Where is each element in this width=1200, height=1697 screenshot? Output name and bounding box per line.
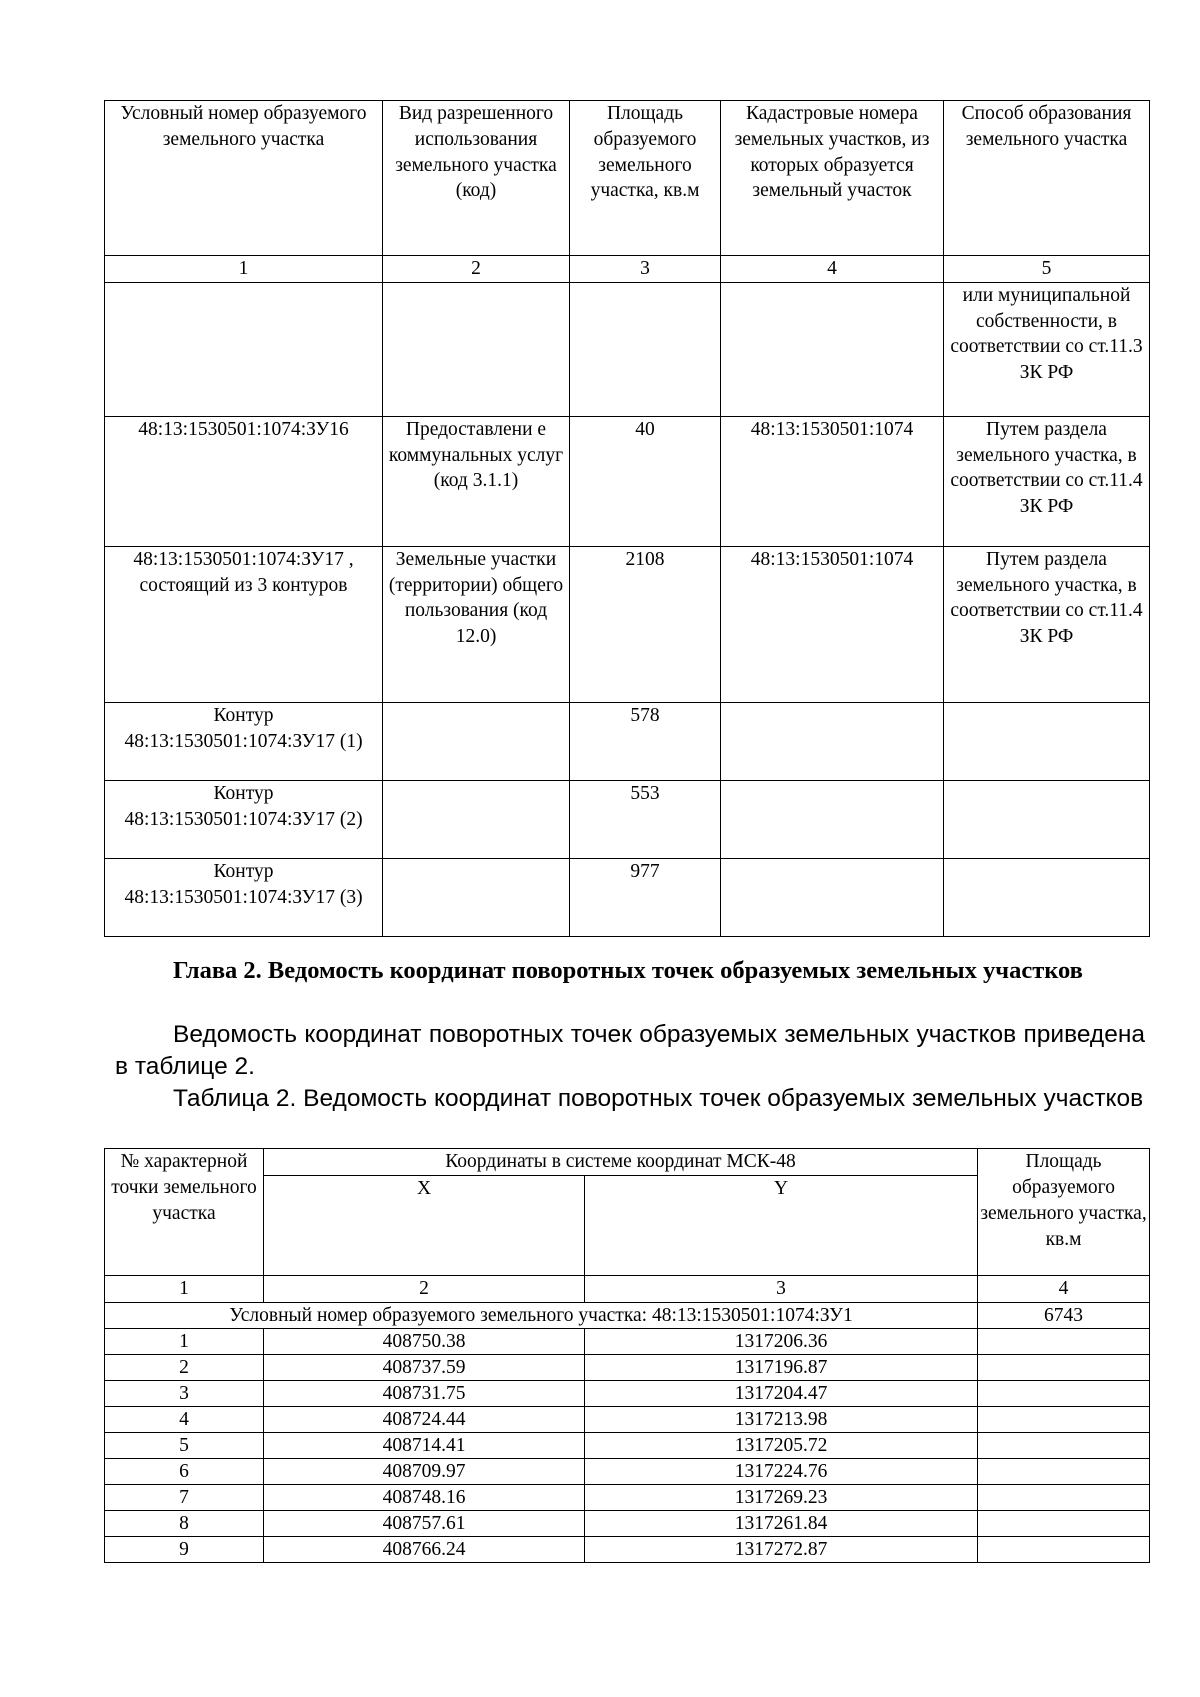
- header-permitted-use: Вид разрешенного использования земельного участка (код): [383, 101, 570, 256]
- cell: 48:13:1530501:1074:ЗУ17 , состоящий из 3 контуров: [105, 546, 383, 702]
- column-number: 1: [105, 256, 383, 283]
- header-parcel-number: Условный номер образуемого земельного участка: [105, 101, 383, 256]
- cell: [721, 282, 944, 416]
- table-row: [105, 1485, 1150, 1511]
- coordinate-y: 1317205.72: [585, 1433, 978, 1459]
- area-cell: [978, 1537, 1150, 1563]
- coordinate-x: 408757.61: [264, 1511, 585, 1537]
- cell: [383, 702, 570, 780]
- cell: [721, 858, 944, 936]
- cell: [721, 702, 944, 780]
- coordinate-x: 408714.41: [264, 1433, 585, 1459]
- table-row: [105, 1537, 1150, 1563]
- cell: [383, 282, 570, 416]
- coordinate-x: 408709.97: [264, 1459, 585, 1485]
- coordinates-header-row: [105, 1149, 1150, 1176]
- body-paragraph: Ведомость координат поворотных точек образуемых земельных участков приведена в таблице 2.: [115, 1021, 1145, 1080]
- cell: [944, 702, 1150, 780]
- header-y: Y: [585, 1176, 978, 1276]
- coordinate-y: 1317204.47: [585, 1381, 978, 1407]
- parcels-table-column-numbers: [105, 256, 1150, 283]
- coordinate-x: 408748.16: [264, 1485, 585, 1511]
- cell: [383, 780, 570, 858]
- coordinate-y: 1317272.87: [585, 1537, 978, 1563]
- area-cell: [978, 1329, 1150, 1355]
- cell: 48:13:1530501:1074: [721, 546, 944, 702]
- coordinate-x: 408731.75: [264, 1381, 585, 1407]
- column-number: 1: [105, 1276, 264, 1303]
- cell: 2108: [570, 546, 721, 702]
- cell: Контур 48:13:1530501:1074:ЗУ17 (2): [105, 780, 383, 858]
- area-cell: [978, 1485, 1150, 1511]
- point-number: 8: [105, 1511, 264, 1537]
- cell: Путем раздела земельного участка, в соответствии со ст.11.4 ЗК РФ: [944, 546, 1150, 702]
- header-x: X: [264, 1176, 585, 1276]
- cell: [105, 282, 383, 416]
- coordinate-y: 1317224.76: [585, 1459, 978, 1485]
- column-number: 4: [721, 256, 944, 283]
- column-number: 3: [570, 256, 721, 283]
- table-row: [105, 1407, 1150, 1433]
- coordinates-table: [104, 1148, 1150, 1563]
- table-row: [105, 1355, 1150, 1381]
- column-number: 3: [585, 1276, 978, 1303]
- coordinate-y: 1317196.87: [585, 1355, 978, 1381]
- cell: 578: [570, 702, 721, 780]
- table-caption: Таблица 2. Ведомость координат поворотных точек образуемых земельных участков: [173, 1085, 1144, 1112]
- parcels-table: [104, 100, 1150, 937]
- cell: [570, 282, 721, 416]
- chapter-heading: Глава 2. Ведомость координат поворотных точек образуемых земельных участков: [173, 957, 1083, 984]
- cell: Предоставлени е коммунальных услуг (код 3.1.1): [383, 416, 570, 546]
- cell: [944, 780, 1150, 858]
- point-number: 5: [105, 1433, 264, 1459]
- header-point-number: № характерной точки земельного участка: [105, 1149, 264, 1276]
- point-number: 3: [105, 1381, 264, 1407]
- area-cell: [978, 1511, 1150, 1537]
- table-row: [105, 702, 1150, 780]
- column-number: 2: [383, 256, 570, 283]
- area-cell: [978, 1459, 1150, 1485]
- area-cell: [978, 1433, 1150, 1459]
- table-row: [105, 282, 1150, 416]
- point-number: 6: [105, 1459, 264, 1485]
- cell: [721, 780, 944, 858]
- header-coordinate-system: Координаты в системе координат МСК-48: [264, 1149, 978, 1176]
- cell: [944, 858, 1150, 936]
- cell: [383, 858, 570, 936]
- cell: Контур 48:13:1530501:1074:ЗУ17 (3): [105, 858, 383, 936]
- cell: 40: [570, 416, 721, 546]
- coordinate-y: 1317261.84: [585, 1511, 978, 1537]
- area-cell: [978, 1381, 1150, 1407]
- parcel-label-row: [105, 1303, 1150, 1329]
- coordinate-x: 408737.59: [264, 1355, 585, 1381]
- parcel-area: 6743: [978, 1303, 1150, 1329]
- parcel-label: Условный номер образуемого земельного участка: 48:13:1530501:1074:ЗУ1: [105, 1303, 978, 1329]
- column-number: 4: [978, 1276, 1150, 1303]
- table-row: [105, 1433, 1150, 1459]
- table-row: [105, 780, 1150, 858]
- table-row: [105, 858, 1150, 936]
- point-number: 9: [105, 1537, 264, 1563]
- table-row: [105, 546, 1150, 702]
- table-row: [105, 416, 1150, 546]
- coordinates-column-numbers: [105, 1276, 1150, 1303]
- coordinate-y: 1317206.36: [585, 1329, 978, 1355]
- table-row: [105, 1511, 1150, 1537]
- area-cell: [978, 1355, 1150, 1381]
- point-number: 2: [105, 1355, 264, 1381]
- cell: 48:13:1530501:1074:ЗУ16: [105, 416, 383, 546]
- point-number: 1: [105, 1329, 264, 1355]
- point-number: 4: [105, 1407, 264, 1433]
- table-row: [105, 1329, 1150, 1355]
- coordinate-y: 1317213.98: [585, 1407, 978, 1433]
- header-parcel-area: Площадь образуемого земельного участка, кв.м: [978, 1149, 1150, 1276]
- cell: 48:13:1530501:1074: [721, 416, 944, 546]
- header-cadastral-numbers: Кадастровые номера земельных участков, из которых образуется земельный участок: [721, 101, 944, 256]
- cell: или муниципальной собственности, в соответствии со ст.11.3 ЗК РФ: [944, 282, 1150, 416]
- header-formation-method: Способ образования земельного участка: [944, 101, 1150, 256]
- parcels-table-header-row: [105, 101, 1150, 256]
- cell: 553: [570, 780, 721, 858]
- cell: 977: [570, 858, 721, 936]
- coordinate-x: 408724.44: [264, 1407, 585, 1433]
- area-cell: [978, 1407, 1150, 1433]
- column-number: 5: [944, 256, 1150, 283]
- header-area: Площадь образуемого земельного участка, кв.м: [570, 101, 721, 256]
- cell: Путем раздела земельного участка, в соответствии со ст.11.4 ЗК РФ: [944, 416, 1150, 546]
- coordinate-x: 408750.38: [264, 1329, 585, 1355]
- table-row: [105, 1381, 1150, 1407]
- cell: Контур 48:13:1530501:1074:ЗУ17 (1): [105, 702, 383, 780]
- table-row: [105, 1459, 1150, 1485]
- cell: Земельные участки (территории) общего пользования (код 12.0): [383, 546, 570, 702]
- column-number: 2: [264, 1276, 585, 1303]
- coordinate-x: 408766.24: [264, 1537, 585, 1563]
- coordinate-y: 1317269.23: [585, 1485, 978, 1511]
- point-number: 7: [105, 1485, 264, 1511]
